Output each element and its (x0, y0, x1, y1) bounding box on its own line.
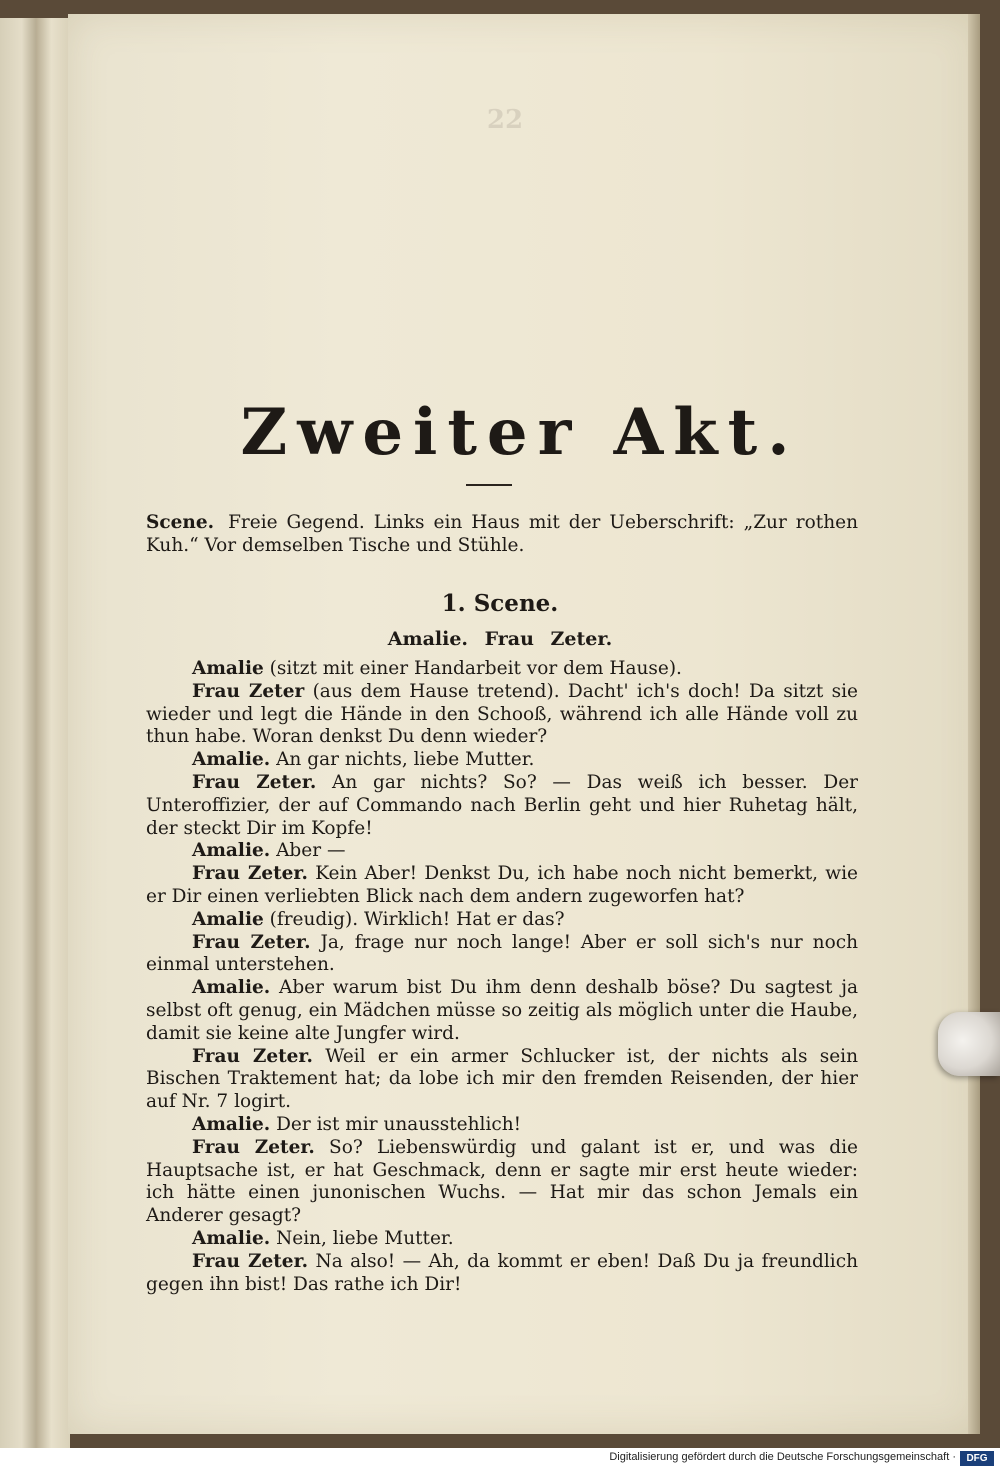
left-page-edge (0, 18, 36, 1448)
dialogue-line (146, 863, 858, 909)
dialogue-text: An gar nichts? So? — Das weiß ich besser. Der Unteroffizier, der auf Commando nach Berlin geht und hier Ruhetag hält, der steckt Dir im Kopfe! (146, 771, 858, 839)
speaker-name: Amalie. (192, 1227, 271, 1249)
dialogue-text: Na also! — Ah, da kommt er eben! Daß Du ja freundlich gegen ihn bist! Das rathe ich Dir! (146, 1250, 858, 1295)
scanner-thumb (938, 1012, 1000, 1076)
dialogue-line (146, 977, 858, 1045)
dialogue-line (146, 1137, 858, 1228)
dialogue-text: Dacht' ich's doch! Da sitzt sie wieder und legt die Hände in den Schooß, während ich alle Hände voll zu thun habe. Woran denkst Du denn wieder? (146, 680, 858, 748)
dialogue-text: Wirklich! Hat er das? (358, 908, 565, 930)
speaker-name: Amalie. (192, 840, 271, 862)
dialogue-line (146, 658, 858, 681)
speaker-name: Frau Zeter. (192, 771, 317, 793)
dialogue-line (146, 681, 858, 749)
speaker-name: Frau Zeter. (192, 931, 311, 953)
scene-persons: Amalie. Frau Zeter. (387, 628, 613, 650)
dialogue-line (146, 1114, 858, 1137)
act-title: Zweiter Akt. (240, 395, 800, 470)
dialogue (146, 658, 858, 1296)
stage-direction: (sitzt mit einer Handarbeit vor dem Hause). (263, 658, 682, 679)
dialogue-text: An gar nichts, liebe Mutter. (270, 749, 535, 771)
scene-description-text: Freie Gegend. Links ein Haus mit der Ueberschrift: „Zur rothen Kuh.“ Vor demselben Tische und Stühle. (146, 512, 858, 556)
speaker-name: Amalie (192, 908, 264, 930)
speaker-name: Frau Zeter. (192, 1136, 315, 1158)
title-rule (466, 484, 512, 486)
dialogue-text: Nein, liebe Mutter. (270, 1227, 454, 1249)
scene-description (146, 512, 858, 558)
dialogue-line (146, 909, 858, 932)
speaker-name: Frau Zeter. (192, 1250, 309, 1272)
dialogue-text: Weil er ein armer Schlucker ist, der nichts als sein Bischen Traktement hat; da lobe ich mir den fremden Reisenden, der hier auf Nr. 7 logirt. (146, 1045, 858, 1113)
dialogue-text: Kein Aber! Denkst Du, ich habe noch nicht bemerkt, wie er Dir einen verliebten Blick nach dem andern zugeworfen hat? (146, 863, 859, 907)
dialogue-text: Der ist mir unausstehlich! (270, 1113, 522, 1135)
dialogue-line (146, 749, 858, 772)
dialogue-line (146, 1046, 858, 1114)
book-gutter (36, 18, 70, 1448)
speaker-name: Amalie. (192, 749, 271, 771)
dialogue-line (146, 932, 858, 978)
scene-description-lead: Scene. (146, 512, 215, 533)
dialogue-text: Ja, frage nur noch lange! Aber er soll sich's nur noch einmal unterstehen. (146, 931, 858, 976)
dialogue-line (146, 1228, 858, 1251)
footer-credit: Digitalisierung gefördert durch die Deutsche Forschungsgemeinschaft · (609, 1451, 956, 1463)
stage-direction: (freudig). (263, 908, 359, 930)
speaker-name: Amalie (192, 658, 264, 679)
speaker-name: Frau Zeter (192, 680, 305, 702)
page-number: 22 (486, 105, 524, 135)
stage-direction: (aus dem Hause tretend). (304, 680, 560, 702)
speaker-name: Amalie. (192, 1113, 271, 1135)
footer-bar (0, 1448, 1000, 1470)
dialogue-text: Aber — (270, 840, 346, 862)
speaker-name: Frau Zeter. (192, 863, 308, 885)
page-edge (968, 14, 980, 1434)
speaker-name: Amalie. (192, 977, 271, 999)
dfg-logo: DFG (960, 1451, 994, 1466)
dialogue-line (146, 840, 858, 863)
dialogue-text: Aber warum bist Du ihm denn deshalb böse? Du sagtest ja selbst oft genug, ein Mädchen müsse so zeitig als möglich unter die Haube, damit sie keine alte Jungfer wird. (146, 977, 858, 1044)
dialogue-text: So? Liebenswürdig und galant ist er, und was die Hauptsache ist, er hat Geschmack, denn er sagte mir erst heute wieder: ich hätte einen junonischen Wuchs. — Hat mir das schon Jemals ein Anderer gesagt? (146, 1136, 859, 1227)
dialogue-line (146, 772, 858, 840)
dialogue-line (146, 1251, 858, 1297)
speaker-name: Frau Zeter. (192, 1045, 313, 1067)
scene-heading: 1. Scene. (441, 590, 559, 617)
